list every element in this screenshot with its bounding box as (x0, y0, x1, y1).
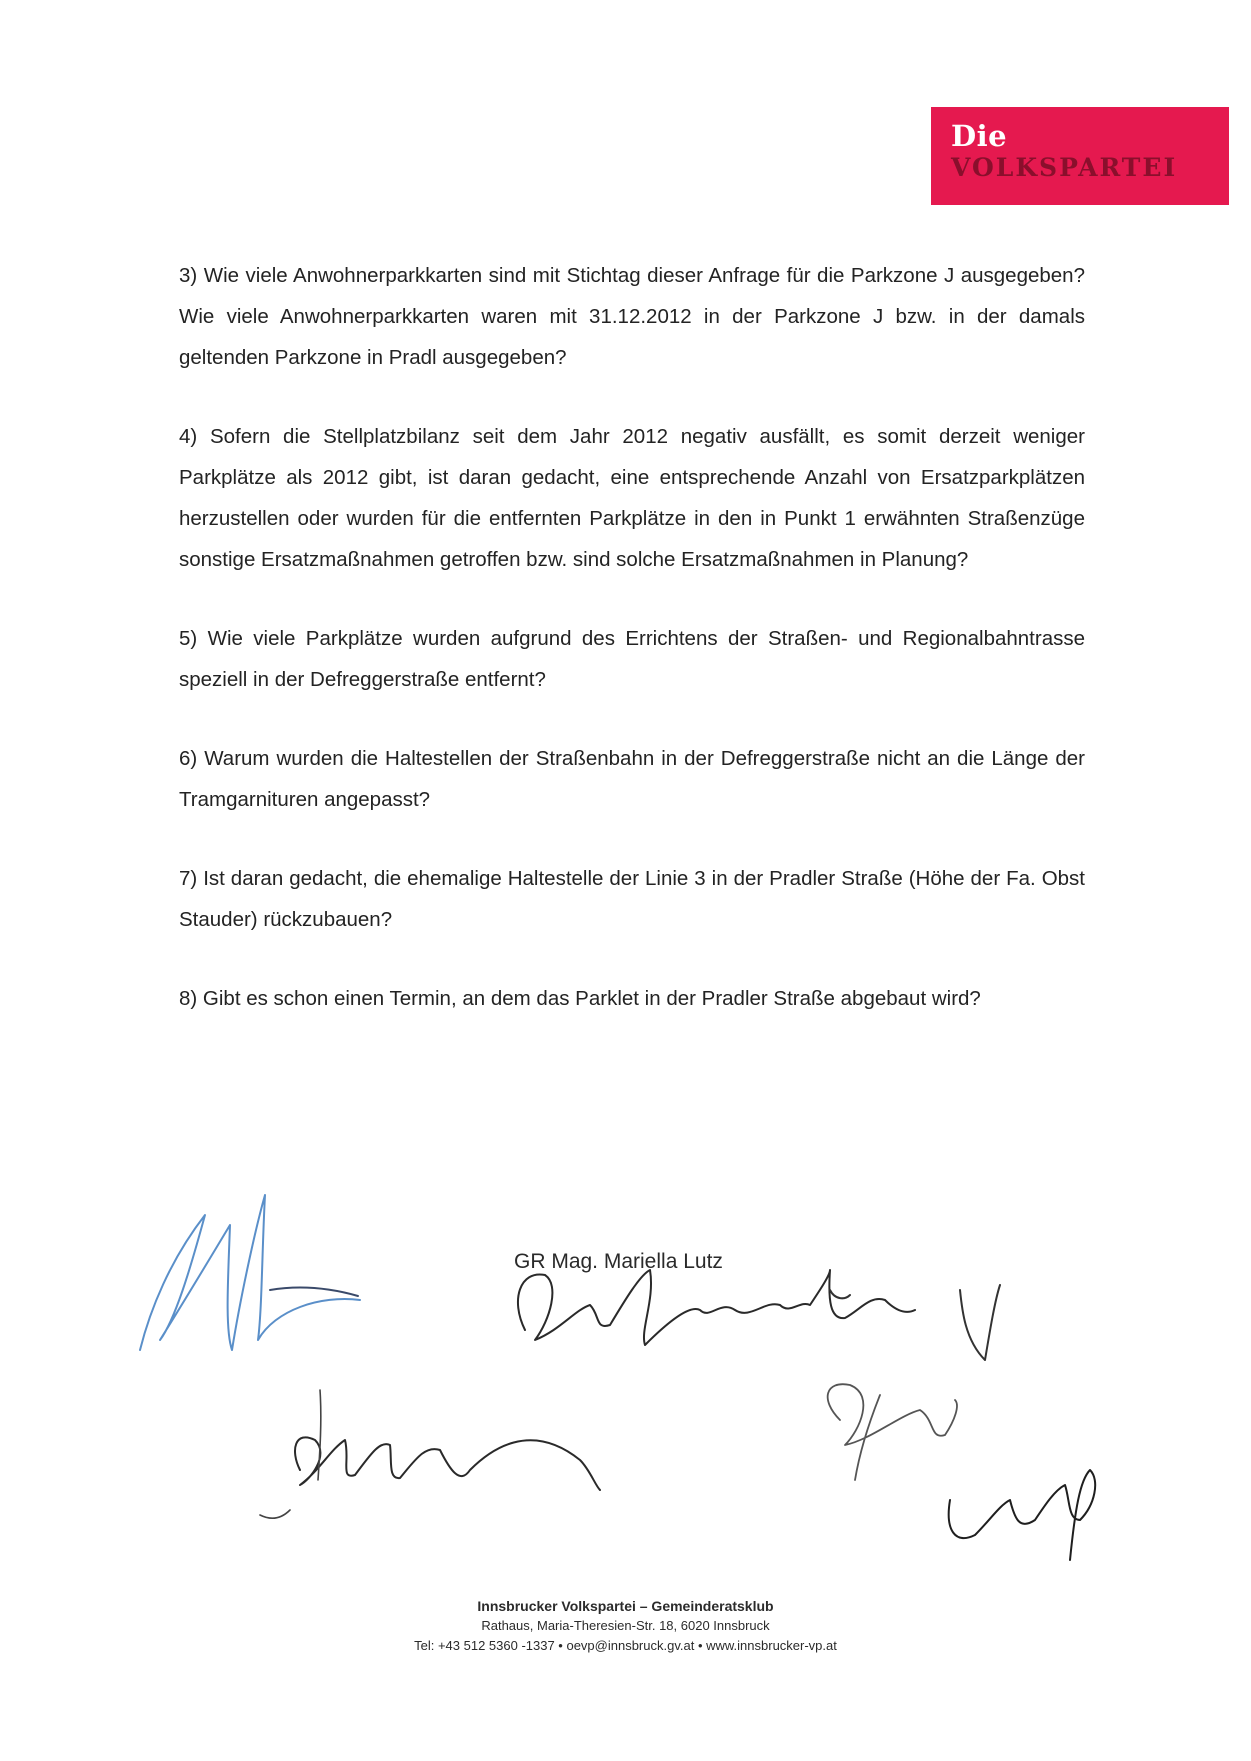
signature-lower-right (828, 1384, 957, 1480)
signature-lutz-accent (830, 1285, 1000, 1360)
signature-blue (140, 1195, 360, 1350)
party-logo (931, 107, 1229, 205)
question-8: 8) Gibt es schon einen Termin, an dem das Parklet in der Pradler Straße abgebaut wird? (179, 987, 981, 1010)
footer-address: Rathaus, Maria-Theresien-Str. 18, 6020 Innsbruck (481, 1618, 770, 1633)
question-5: 5) Wie viele Parkplätze wurden aufgrund des Errichtens der Straßen- und Regionalbahntrasse speziell in der Defreggerstraße entfernt? (179, 627, 1085, 691)
signature-blue-stroke (270, 1288, 358, 1296)
signature-lower-left-tail (260, 1390, 321, 1518)
signature-lower-left (295, 1437, 600, 1490)
signature-lutz (518, 1270, 915, 1345)
logo-line-2: VOLKSPARTEI (951, 153, 1178, 182)
question-4: 4) Sofern die Stellplatzbilanz seit dem Jahr 2012 negativ ausfällt, es somit derzeit weniger Parkplätze als 2012 gibt, ist daran gedacht, eine entsprechende Anzahl von Ersatzparkplätzen herzustellen oder wurden für die entfernten Parkplätze in den in Punkt 1 erwähnten Straßenzüge sonstige Ersatzmaßnahmen getroffen bzw. sind solche Ersatzmaßnahmen in Planung? (179, 425, 1085, 571)
question-6: 6) Warum wurden die Haltestellen der Straßenbahn in der Defreggerstraße nicht an die Länge der Tramgarnituren angepasst? (179, 747, 1085, 811)
signature-lower-right-2 (949, 1470, 1095, 1560)
logo-line-1: Die (951, 119, 1008, 153)
footer-organisation: Innsbrucker Volkspartei – Gemeinderatsklub (477, 1598, 774, 1614)
questions-list (179, 255, 1085, 1057)
signatory-name: GR Mag. Mariella Lutz (514, 1250, 723, 1273)
question-3: 3) Wie viele Anwohnerparkkarten sind mit Stichtag dieser Anfrage für die Parkzone J ausgegeben? Wie viele Anwohnerparkkarten waren mit 31.12.2012 in der Parkzone J bzw. in der damals geltenden Parkzone in Pradl ausgegeben? (179, 264, 1085, 369)
footer (0, 1596, 1251, 1656)
question-7: 7) Ist daran gedacht, die ehemalige Haltestelle der Linie 3 in der Pradler Straße (Höhe der Fa. Obst Stauder) rückzubauen? (179, 867, 1085, 931)
footer-contact: Tel: +43 512 5360 -1337 • oevp@innsbruck.gv.at • www.innsbrucker-vp.at (414, 1638, 837, 1653)
